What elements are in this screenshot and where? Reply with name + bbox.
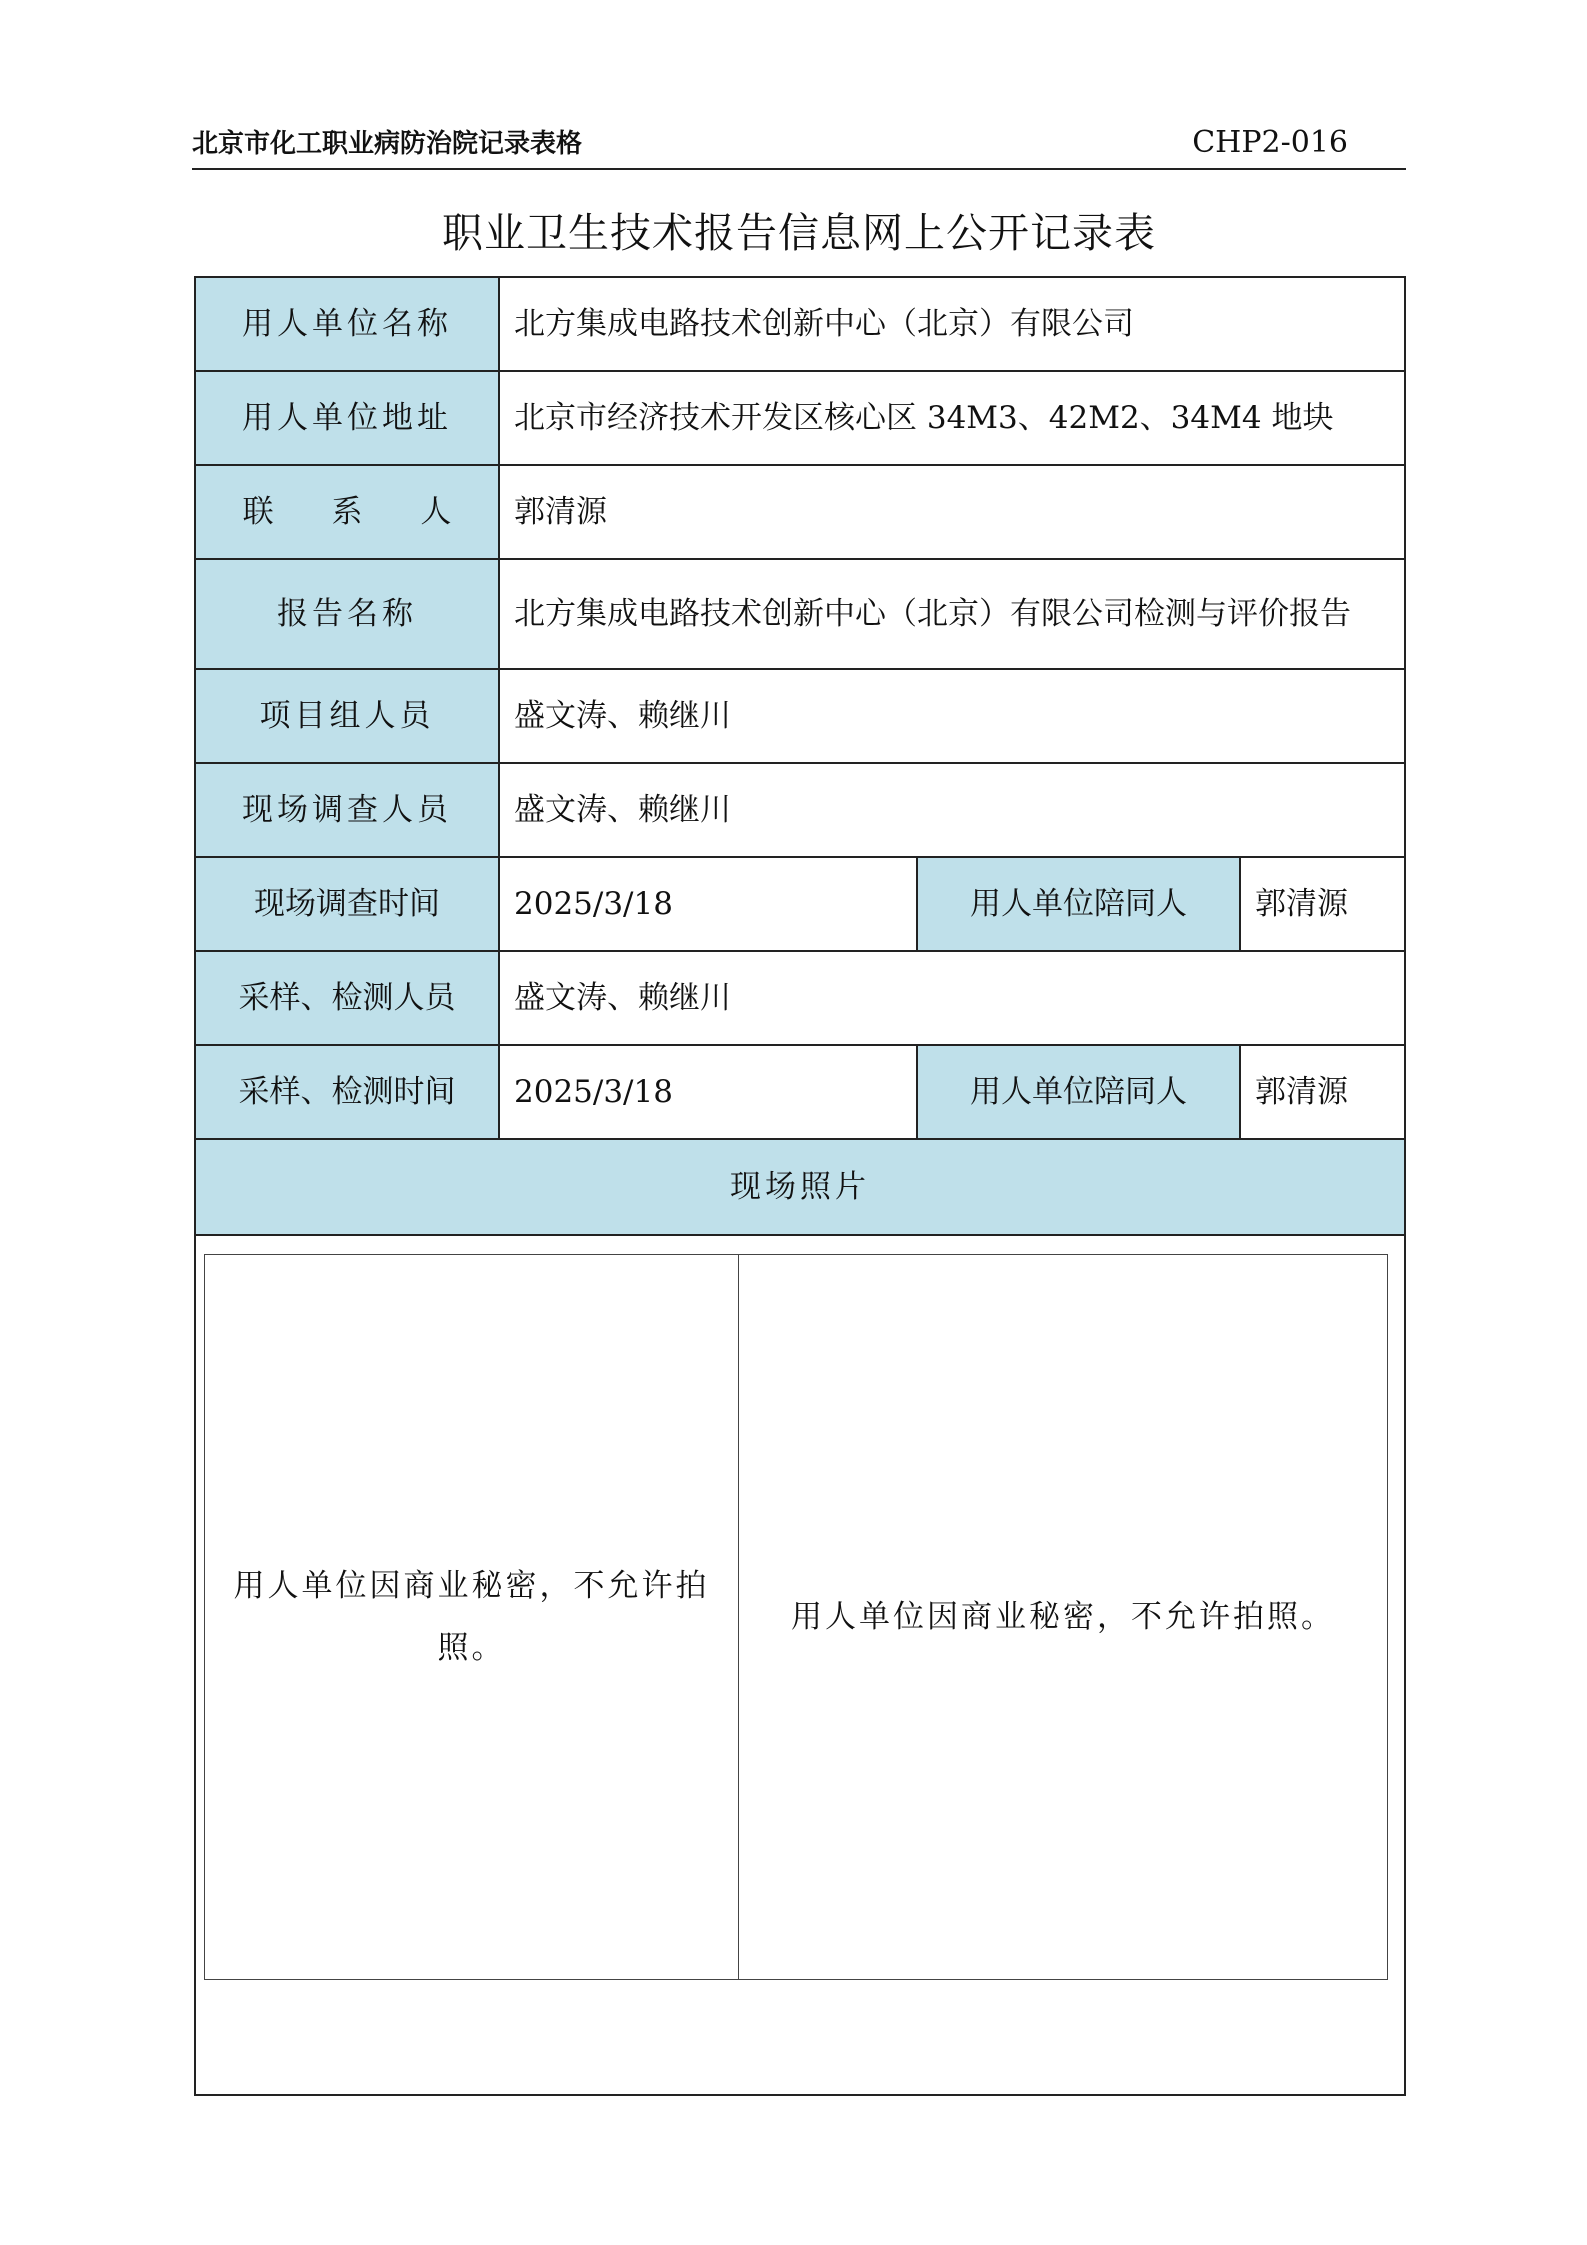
record-form-table xyxy=(194,276,1406,2096)
org-name: 北京市化工职业病防治院记录表格 xyxy=(192,129,583,159)
row-employer-name xyxy=(195,277,1405,371)
report-name-value: 北方集成电路技术创新中心（北京）有限公司检测与评价报告 xyxy=(499,559,1405,669)
survey-escort-value: 郭清源 xyxy=(1240,857,1405,951)
sampling-time-label: 采样、检测时间 xyxy=(195,1045,499,1139)
photo-left-note: 用人单位因商业秘密，不允许拍照。 xyxy=(233,1568,710,1666)
survey-time-label: 现场调查时间 xyxy=(195,857,499,951)
photo-left-slot xyxy=(205,1255,739,1979)
contact-value: 郭清源 xyxy=(499,465,1405,559)
sampling-escort-label: 用人单位陪同人 xyxy=(917,1045,1240,1139)
photo-area-cell xyxy=(195,1235,1405,2095)
report-name-label: 报告名称 xyxy=(195,559,499,669)
page-header xyxy=(192,118,1406,170)
photo-right-note: 用人单位因商业秘密，不允许拍照。 xyxy=(791,1598,1336,1635)
sampling-staff-value: 盛文涛、赖继川 xyxy=(499,951,1405,1045)
survey-staff-label: 现场调查人员 xyxy=(195,763,499,857)
survey-time-value: 2025/3/18 xyxy=(499,857,917,951)
sampling-staff-label: 采样、检测人员 xyxy=(195,951,499,1045)
sampling-time-value: 2025/3/18 xyxy=(499,1045,917,1139)
row-photo-header xyxy=(195,1139,1405,1235)
employer-name-value: 北方集成电路技术创新中心（北京）有限公司 xyxy=(499,277,1405,371)
project-team-value: 盛文涛、赖继川 xyxy=(499,669,1405,763)
photo-section-label: 现场照片 xyxy=(195,1139,1405,1235)
doc-code: CHP2-016 xyxy=(1192,125,1348,160)
row-survey-staff xyxy=(195,763,1405,857)
row-sampling-time xyxy=(195,1045,1405,1139)
sampling-escort-value: 郭清源 xyxy=(1240,1045,1405,1139)
project-team-label: 项目组人员 xyxy=(195,669,499,763)
row-project-team xyxy=(195,669,1405,763)
photo-frame xyxy=(204,1254,1388,1980)
row-survey-time xyxy=(195,857,1405,951)
survey-escort-label: 用人单位陪同人 xyxy=(917,857,1240,951)
row-sampling-staff xyxy=(195,951,1405,1045)
employer-name-label: 用人单位名称 xyxy=(195,277,499,371)
contact-label: 联 系 人 xyxy=(195,465,499,559)
row-photo-area xyxy=(195,1235,1405,2095)
employer-address-value: 北京市经济技术开发区核心区 34M3、42M2、34M4 地块 xyxy=(499,371,1405,465)
row-employer-address xyxy=(195,371,1405,465)
page-title: 职业卫生技术报告信息网上公开记录表 xyxy=(442,209,1156,257)
employer-address-label: 用人单位地址 xyxy=(195,371,499,465)
survey-staff-value: 盛文涛、赖继川 xyxy=(499,763,1405,857)
row-contact xyxy=(195,465,1405,559)
photo-right-slot xyxy=(739,1255,1387,1979)
row-report-name xyxy=(195,559,1405,669)
